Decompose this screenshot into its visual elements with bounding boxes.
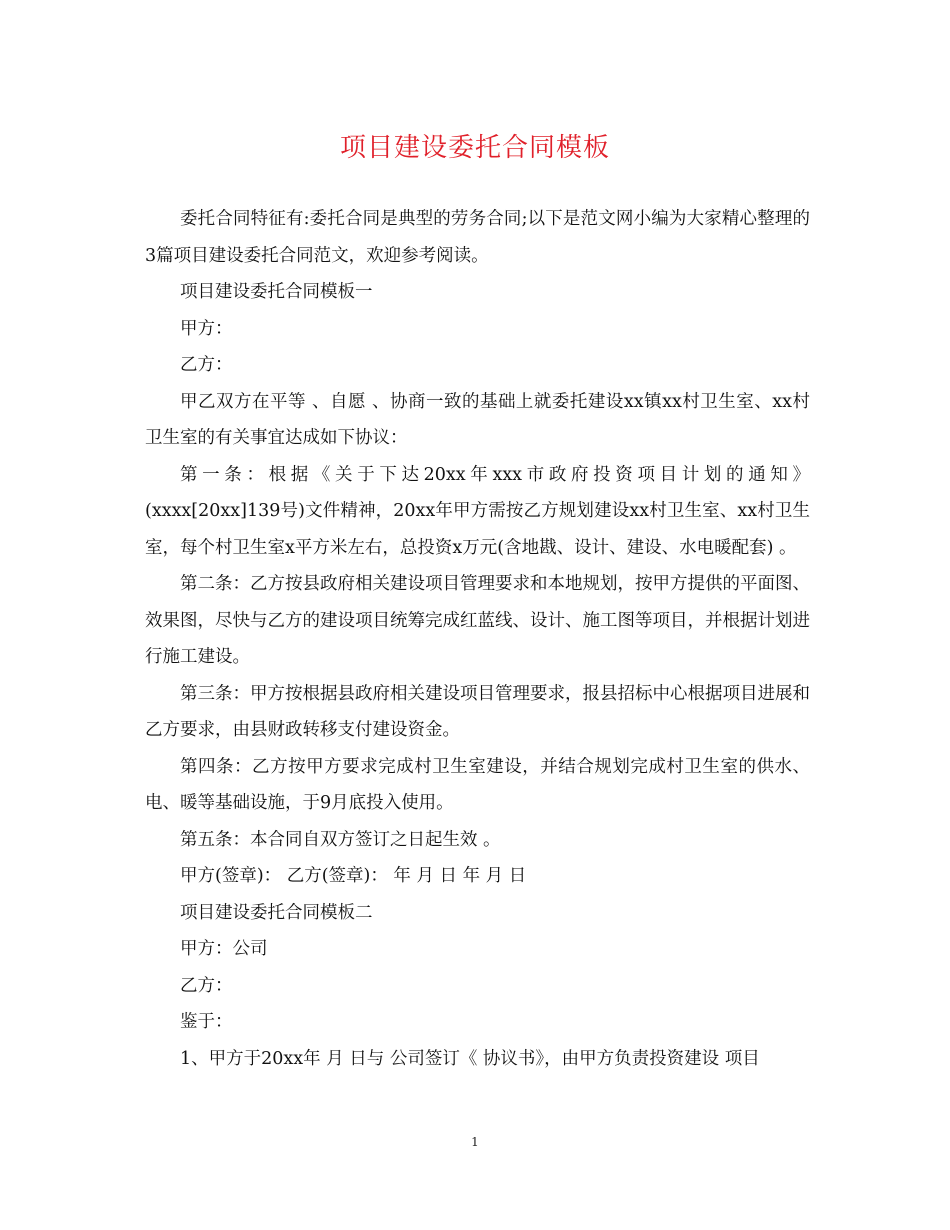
page-number: 1 <box>471 1135 479 1149</box>
section-heading-template-two: 项目建设委托合同模板二 <box>180 902 373 923</box>
agreement-preamble: 甲乙双方在平等 、自愿 、协商一致的基础上就委托建设xx镇xx村卫生室、xx村卫生室的有关事宜达成如下协议： <box>145 391 810 448</box>
section-heading-template-one: 项目建设委托合同模板一 <box>180 282 373 302</box>
clause-one-line: 1、甲方于20xx年 月 日与 公司签订《 协议书》，由甲方负责投资建设 项目 <box>180 1048 760 1069</box>
article-three: 第三条：甲方按根据县政府相关建设项目管理要求，报县招标中心根据项目进展和乙方要求，由县财政转移支付建设资金。 <box>145 683 810 740</box>
signature-line: 甲方(签章)： 乙方(签章)： 年 月 日 年 月 日 <box>180 866 527 886</box>
article-five: 第五条：本合同自双方签订之日起生效 。 <box>180 829 501 850</box>
document-body <box>145 201 810 1077</box>
party-b-line-two: 乙方： <box>180 975 233 996</box>
article-two: 第二条：乙方按县政府相关建设项目管理要求和本地规划，按甲方提供的平面图、效果图，尽快与乙方的建设项目统筹完成红蓝线、设计、施工图等项目，并根据计划进行施工建设。 <box>145 574 810 667</box>
article-four: 第四条：乙方按甲方要求完成村卫生室建设，并结合规划完成村卫生室的供水、电、暖等基础设施，于9月底投入使用。 <box>145 756 810 813</box>
article-one: 第一条：根据《关于下达20xx年xxx市政府投资项目计划的通知》(xxxx[20xx]139号)文件精神，20xx年甲方需按乙方规划建设xx村卫生室、xx村卫生室，每个村卫生室x平方米左右，总投资x万元(含地戡、设计、建设、水电暖配套) 。 <box>145 464 810 558</box>
party-a-line: 甲方： <box>180 318 233 339</box>
whereas-line: 鉴于： <box>180 1012 233 1032</box>
party-b-line: 乙方： <box>180 355 233 375</box>
intro-paragraph: 委托合同特征有:委托合同是典型的劳务合同;以下是范文网小编为大家精心整理的3篇项目建设委托合同范文，欢迎参考阅读。 <box>145 209 810 266</box>
document-title: 项目建设委托合同模板 <box>339 133 610 163</box>
party-a-company-line: 甲方：公司 <box>180 939 268 959</box>
